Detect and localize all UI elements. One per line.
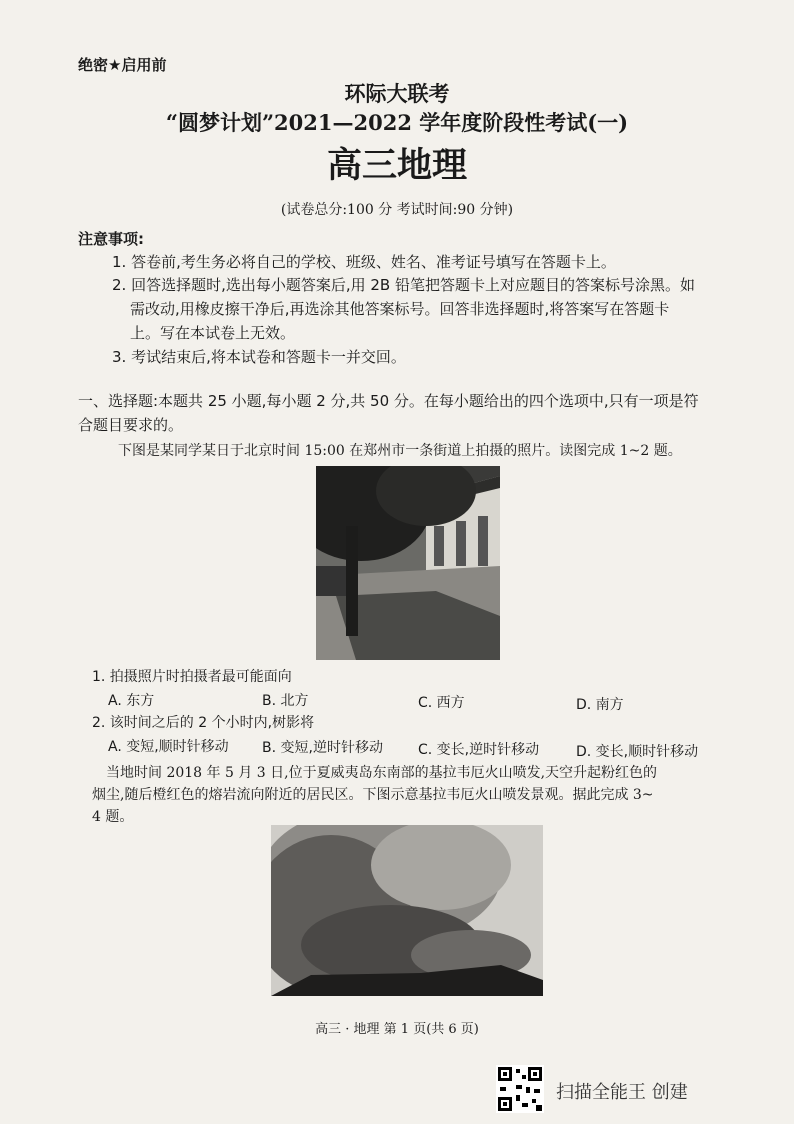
- passage-line: 4 题。: [92, 809, 134, 825]
- option-b: B. 北方: [262, 693, 309, 709]
- question-intro: 下图是某同学某日于北京时间 15:00 在郑州市一条街道上拍摄的照片。读图完成 1~2 题。: [118, 443, 682, 459]
- question-stem: 1. 拍摄照片时拍摄者最可能面向: [92, 669, 292, 685]
- notice-item: 需改动,用橡皮擦干净后,再选涂其他答案标号。回答非选择题时,将答案写在答题卡: [130, 300, 670, 318]
- option-c: C. 变长,逆时针移动: [418, 742, 540, 758]
- notice-item: 上。写在本试卷上无效。: [130, 324, 296, 342]
- option-c: C. 西方: [418, 695, 465, 711]
- score-time-line: (试卷总分:100 分 考试时间:90 分钟): [280, 202, 514, 218]
- page-footer: 高三 · 地理 第 1 页(共 6 页): [315, 1022, 479, 1037]
- notice-item: 1. 答卷前,考生务必将自己的学校、班级、姓名、准考证号填写在答题卡上。: [112, 253, 616, 271]
- passage-line: 烟尘,随后橙红色的熔岩流向附近的居民区。下图示意基拉韦厄火山喷发景观。据此完成 3~: [92, 787, 654, 803]
- exam-organizer: 环际大联考: [344, 81, 450, 106]
- volcano-photo: [271, 825, 543, 996]
- exam-title: “圆梦计划”2021—2022 学年度阶段性考试(一): [165, 110, 629, 135]
- option-d: D. 变长,顺时针移动: [576, 744, 699, 760]
- subject-title: 高三地理: [326, 146, 467, 186]
- option-a: A. 东方: [108, 693, 155, 709]
- qr-code-icon: [496, 1065, 544, 1113]
- confidential-label: 绝密★启用前: [78, 56, 167, 74]
- option-b: B. 变短,逆时针移动: [262, 740, 383, 756]
- section-heading-cont: 合题目要求的。: [78, 416, 184, 434]
- option-d: D. 南方: [576, 697, 624, 713]
- option-a: A. 变短,顺时针移动: [108, 739, 229, 755]
- notice-item: 2. 回答选择题时,选出每小题答案后,用 2B 铅笔把答题卡上对应题目的答案标号涂黑。如: [112, 276, 695, 294]
- passage-line: 当地时间 2018 年 5 月 3 日,位于夏威夷岛东南部的基拉韦厄火山喷发,天空升起粉红色的: [106, 765, 658, 781]
- scanner-watermark: 扫描全能王 创建: [556, 1082, 688, 1103]
- notice-item: 3. 考试结束后,将本试卷和答题卡一并交回。: [112, 348, 406, 366]
- section-heading: 一、选择题:本题共 25 小题,每小题 2 分,共 50 分。在每小题给出的四个选项中,只有一项是符: [78, 392, 699, 410]
- question-stem: 2. 该时间之后的 2 个小时内,树影将: [92, 715, 315, 731]
- street-photo: [316, 466, 500, 660]
- notice-title: 注意事项:: [78, 230, 144, 248]
